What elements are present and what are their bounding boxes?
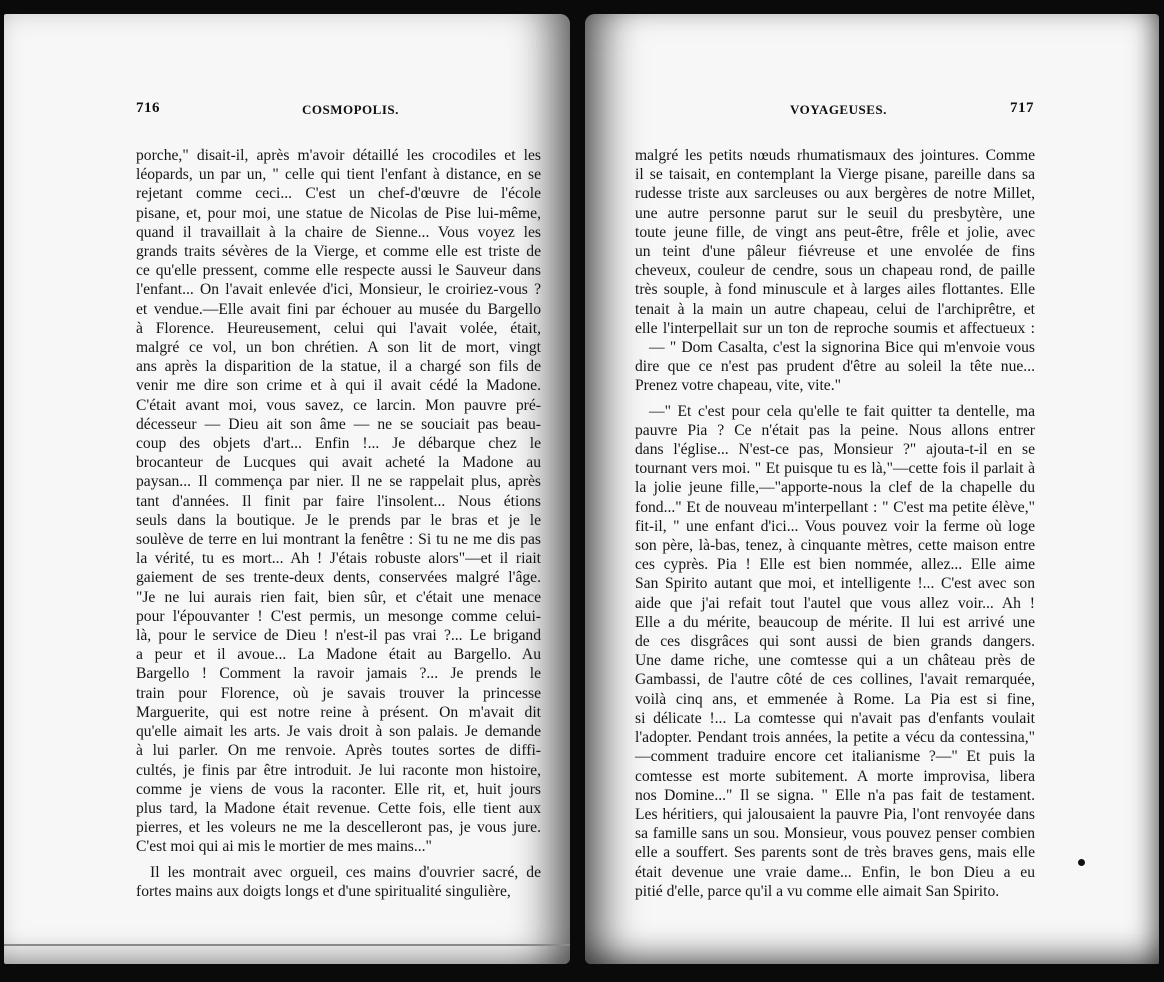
text-line: de ces disgrâces qui sont aussi de bien grands dangers. <box>635 633 1035 651</box>
text-line: soulève de terre en lui montrant la fenêtre : Si tu ne me dis pas <box>136 531 541 549</box>
running-head-left: COSMOPOLIS. <box>302 102 399 117</box>
right-page-text <box>635 146 1035 901</box>
text-line: la vérité, tu es mort... Ah ! J'étais robuste alors"—et il riait <box>136 550 541 568</box>
text-line: pisane, et, pour moi, une statue de Nicolas de Pise lui-même, <box>136 204 541 222</box>
text-line: Gambassi, de l'autre côté de ces collines, l'avait remarquée, <box>635 671 1035 689</box>
text-line: C'était avant moi, vous savez, ce larcin. Mon pauvre pré- <box>136 396 541 414</box>
text-line: paysan... Il commença par nier. Il ne se rappelait plus, après <box>136 473 541 491</box>
text-line: porche," disait-il, après m'avoir détaillé les crocodiles et les <box>136 147 541 164</box>
text-line: l'enfant... On l'avait enlevée d'ici, Monsieur, le croiriez-vous ? <box>136 281 541 299</box>
text-line: malgré les petits nœuds rhumatismaux des jointures. Comme <box>635 147 1035 164</box>
text-line: aide que j'ai refait tout l'autel que vous allez voir... Ah ! <box>635 594 1035 612</box>
text-line: Bargello ! Comment la ravoir jamais ?... Je prends le <box>136 665 541 683</box>
page-number-right: 717 <box>1010 100 1034 116</box>
left-page <box>4 14 570 964</box>
text-line: Elle a du mérite, beaucoup de mérite. Il lui est arrivé une <box>635 613 1035 631</box>
text-line: a peur et il avoue... La Madone était au Bargello. Au <box>136 646 541 664</box>
text-line: comtesse est morte subitement. A morte improvisa, libera <box>635 767 1035 785</box>
text-line: son père, là-bas, tenez, à cinquante mètres, cette maison entre <box>635 537 1035 555</box>
text-line: tant d'années. Il finit par faire l'insolent... Nous étions <box>136 492 541 510</box>
text-line: tournant vers moi. " Et puisque tu es là,"—cette fois il parlait à <box>635 460 1035 478</box>
left-page-text <box>136 146 541 901</box>
text-line: plus tard, la Madone était revenue. Cette fois, elle tient aux <box>136 799 541 817</box>
text-line: cultés, je finis par être introduit. Je lui raconte mon histoire, <box>136 761 541 779</box>
text-line: dans l'église... N'est-ce pas, Monsieur ?" ajouta-t-il en se <box>635 441 1035 459</box>
text-line: seuls dans la boutique. Je le prends par le bras et je le <box>136 511 541 529</box>
text-line: l'adopter. Pendant trois années, la petite a vécu da contessina," <box>635 729 1035 747</box>
text-line: malgré ce vol, un bon chrétien. A son lit de mort, vingt <box>136 339 541 357</box>
text-line: ans après la disparition de la statue, il a chargé son fils de <box>136 358 541 376</box>
text-line: Les héritiers, qui jalousaient la pauvre Pia, l'ont renvoyée dans <box>635 805 1035 823</box>
text-line: à Florence. Heureusement, celui qui l'avait volée, était, <box>136 319 541 337</box>
text-line: sa famille sans un sou. Monsieur, vous pouvez penser combien <box>635 825 1035 843</box>
text-line: rudesse triste aux sarcleuses ou aux bergères de notre Millet, <box>635 185 1035 203</box>
text-line: comme je viens de vous la raconter. Elle rit, et, huit jours <box>136 780 541 798</box>
text-line: pour l'épouvanter ! C'est permis, un mesonge comme celui- <box>136 607 541 625</box>
text-line: ce qu'elle pressent, comme elle respecte aussi le Sauveur dans <box>136 262 541 280</box>
text-line: dire que ce n'est pas prudent d'être au soleil la tête nue... <box>635 358 1035 376</box>
text-line: nos Domine..." Il se signa. " Elle n'a pas fait de testament. <box>635 786 1035 804</box>
text-line: si délicate !... La comtesse qui n'avait pas d'enfants voulait <box>635 709 1035 727</box>
text-line: quand il travaillait à la chaire de Sienne... Vous voyez les <box>136 223 541 241</box>
text-line: qu'elle aimait les arts. Je vais droit à son palais. Je demande <box>136 723 541 741</box>
text-line: là, pour le service de Dieu ! n'est-il pas vrai ?... Le brigand <box>136 627 541 645</box>
text-line: il se taisait, en contemplant la Vierge pisane, pareille dans sa <box>635 166 1035 184</box>
text-line: pitié d'elle, parce qu'il a vu comme elle aimait San Spirito. <box>635 882 1000 900</box>
text-line: C'est moi qui ai mis le mortier de mes mains..." <box>136 838 432 856</box>
text-line: grands traits sévères de la Vierge, et comme elle est triste de <box>136 243 541 261</box>
text-line: gaiement de ses trente-deux dents, conservées malgré l'âge. <box>136 569 541 587</box>
text-line: San Spirito autant que moi, et intelligente !... C'est avec son <box>635 575 1035 593</box>
text-line: Prenez votre chapeau, vite, vite." <box>635 377 841 395</box>
page-edge-line <box>4 944 570 946</box>
text-line: Marguerite, qui est notre reine à présent. On m'avait dit <box>136 703 541 721</box>
text-line: voilà cinq ans, et emmenée à Rome. La Pia est si fine, <box>635 690 1035 708</box>
text-line: la jolie jeune fille,—"apporte-nous la clef de la chapelle du <box>635 479 1035 497</box>
text-line: très souple, à fond minuscule et à larges ailes flottantes. Elle <box>635 281 1035 299</box>
text-line: venir me dire son crime et à qui il avait cédé la Madone. <box>136 377 541 395</box>
text-line: elle a souffert. Ses parents sont de très braves gens, mais elle <box>635 844 1035 862</box>
text-line: fit-il, " une enfant d'ici... Vous pouvez voir la ferme où loge <box>635 517 1035 535</box>
text-line: brocanteur de Lucques qui avait acheté la Madone au <box>136 454 541 472</box>
text-line: —" Et c'est pour cela qu'elle te fait quitter ta dentelle, ma <box>649 402 1035 420</box>
text-line: un teint d'une pâleur fiévreuse et une envolée de fins <box>635 243 1035 261</box>
text-line: à lui parler. On me renvoie. Après toutes sortes de diffi- <box>136 742 541 760</box>
text-line: une autre personne parut sur le seuil du presbytère, une <box>635 204 1035 222</box>
text-line: fond..." Et de nouveau m'interpellant : " C'est ma petite élève," <box>635 498 1035 516</box>
ink-spot <box>1078 859 1085 866</box>
right-page <box>585 14 1159 964</box>
text-line: — " Dom Casalta, c'est la signorina Bice qui m'envoie vous <box>649 339 1035 357</box>
text-line: ces cyprès. Pia ! Elle est bien nommée, allez... Elle aime <box>635 556 1035 574</box>
running-head-right: VOYAGEUSES. <box>790 102 887 117</box>
text-line: était devenue une vraie dame... Enfin, le bon Dieu a eu <box>635 863 1035 881</box>
text-line: Il les montrait avec orgueil, ces mains d'ouvrier sacré, de <box>150 863 541 881</box>
text-line: léopards, un par un, " celle qui tient l'enfant à distance, en se <box>136 166 541 184</box>
text-line: tenait à la main un autre chapeau, celui de l'archiprêtre, et <box>635 300 1035 318</box>
text-line: —comment traduire encore cet italianisme ?—" Et puis la <box>635 748 1035 766</box>
text-line: pierres, et les voleurs ne me la descelleront pas, je vous jure. <box>136 819 541 837</box>
page-number-left: 716 <box>136 100 160 116</box>
text-line: coup des objets d'art... Enfin !... Je débarque chez le <box>136 435 541 453</box>
text-line: elle l'interpellait sur un ton de reproche soumis et affectueux : <box>635 319 1035 337</box>
text-line: toute jeune fille, de vingt ans peut-être, frêle et jolie, avec <box>635 223 1035 241</box>
text-line: train pour Florence, où je savais trouver la princesse <box>136 684 541 702</box>
text-line: décesseur — Dieu ait son âme — ne se souciait pas beau- <box>136 415 541 433</box>
text-line: rejetant comme ceci... C'est un chef-d'œuvre de l'école <box>136 185 541 203</box>
text-line: cheveux, couleur de cendre, sous un chapeau rond, de paille <box>635 262 1035 280</box>
text-line: Une dame riche, une comtesse qui a un château près de <box>635 652 1035 670</box>
text-line: pauvre Pia ? Ce n'était pas la peine. Nous allons entrer <box>635 421 1035 439</box>
text-line: et vendue.—Elle avait fini par échouer au musée du Bargello <box>136 300 541 318</box>
text-line: fortes mains aux doigts longs et d'une spiritualité singulière, <box>136 882 511 900</box>
text-line: "Je ne lui aurais rien fait, bien sûr, et c'était une menace <box>136 588 541 606</box>
